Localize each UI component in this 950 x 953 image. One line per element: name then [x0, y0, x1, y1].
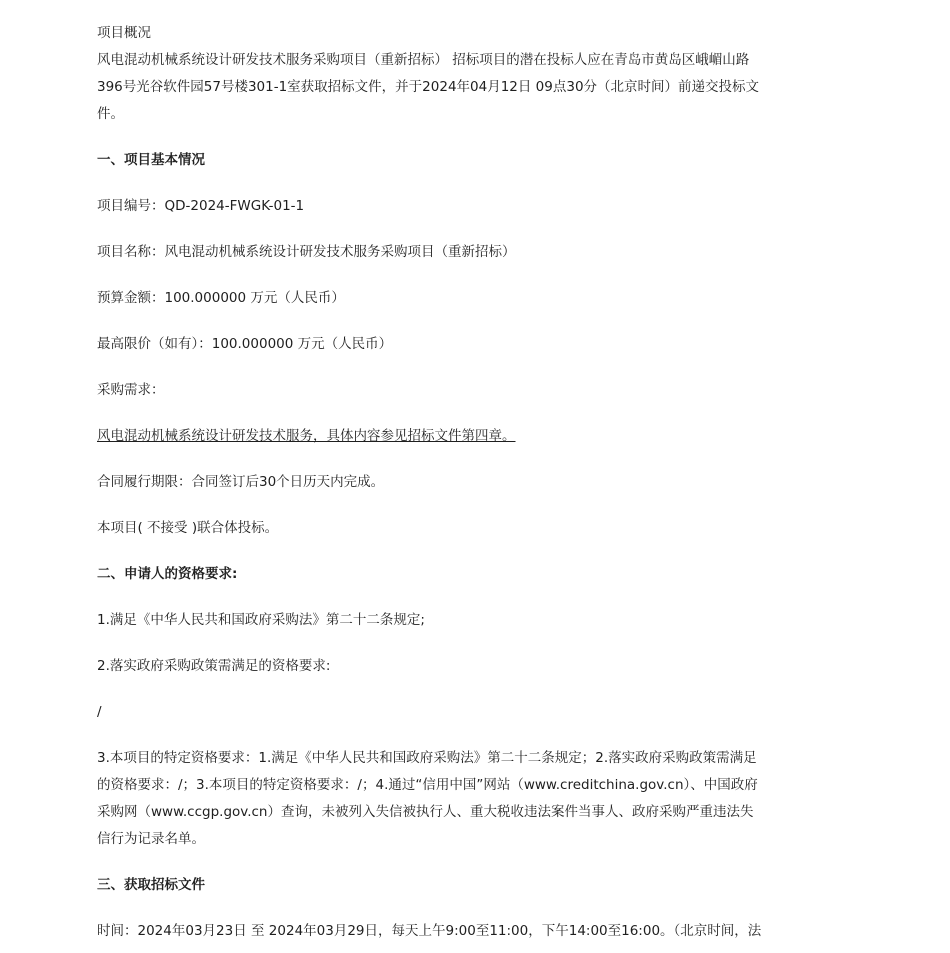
max-price: 最高限价（如有）：100.000000 万元（人民币）	[97, 336, 393, 352]
qualification-item-1: 1.满足《中华人民共和国政府采购法》第二十二条规定;	[97, 612, 425, 628]
project-name: 项目名称：风电混动机械系统设计研发技术服务采购项目（重新招标）	[97, 244, 516, 260]
qualification-item-2: 2.落实政府采购政策需满足的资格要求:	[97, 658, 331, 674]
overview-text: 风电混动机械系统设计研发技术服务采购项目（重新招标） 招标项目的潜在投标人应在青岛市黄岛区峨嵋山路396号光谷软件园57号楼301-1室获取招标文件，并于2024年04月12日 09点30分（北京时间）前递交投标文件。	[97, 52, 760, 122]
section-1-heading: 一、项目基本情况	[97, 152, 205, 168]
qualification-item-3: 3.本项目的特定资格要求：1.满足《中华人民共和国政府采购法》第二十二条规定；2.落实政府采购政策需满足的资格要求：/；3.本项目的特定资格要求：/；4.通过“信用中国”网站（www.creditchina.gov.cn）、中国政府采购网（www.ccgp.gov.cn）查询，未被列入失信被执行人、重大税收违法案件当事人、政府采购严重违法失信行为记录名单。	[97, 750, 758, 847]
overview-heading: 项目概况	[97, 25, 151, 41]
requirements-label: 采购需求：	[97, 382, 165, 398]
acquisition-time: 时间：2024年03月23日 至 2024年03月29日，每天上午9:00至11:00，下午14:00至16:00。（北京时间，法	[97, 923, 762, 939]
contract-period: 合同履行期限：合同签订后30个日历天内完成。	[97, 474, 385, 490]
requirements-text: 风电混动机械系统设计研发技术服务，具体内容参见招标文件第四章。	[97, 428, 516, 444]
qualification-item-2-value: /	[97, 704, 102, 720]
section-2-heading: 二、申请人的资格要求:	[97, 566, 238, 582]
budget-amount: 预算金额：100.000000 万元（人民币）	[97, 290, 345, 306]
section-3-heading: 三、获取招标文件	[97, 877, 205, 893]
consortium-note: 本项目( 不接受 )联合体投标。	[97, 520, 279, 536]
project-number: 项目编号：QD-2024-FWGK-01-1	[97, 198, 305, 214]
